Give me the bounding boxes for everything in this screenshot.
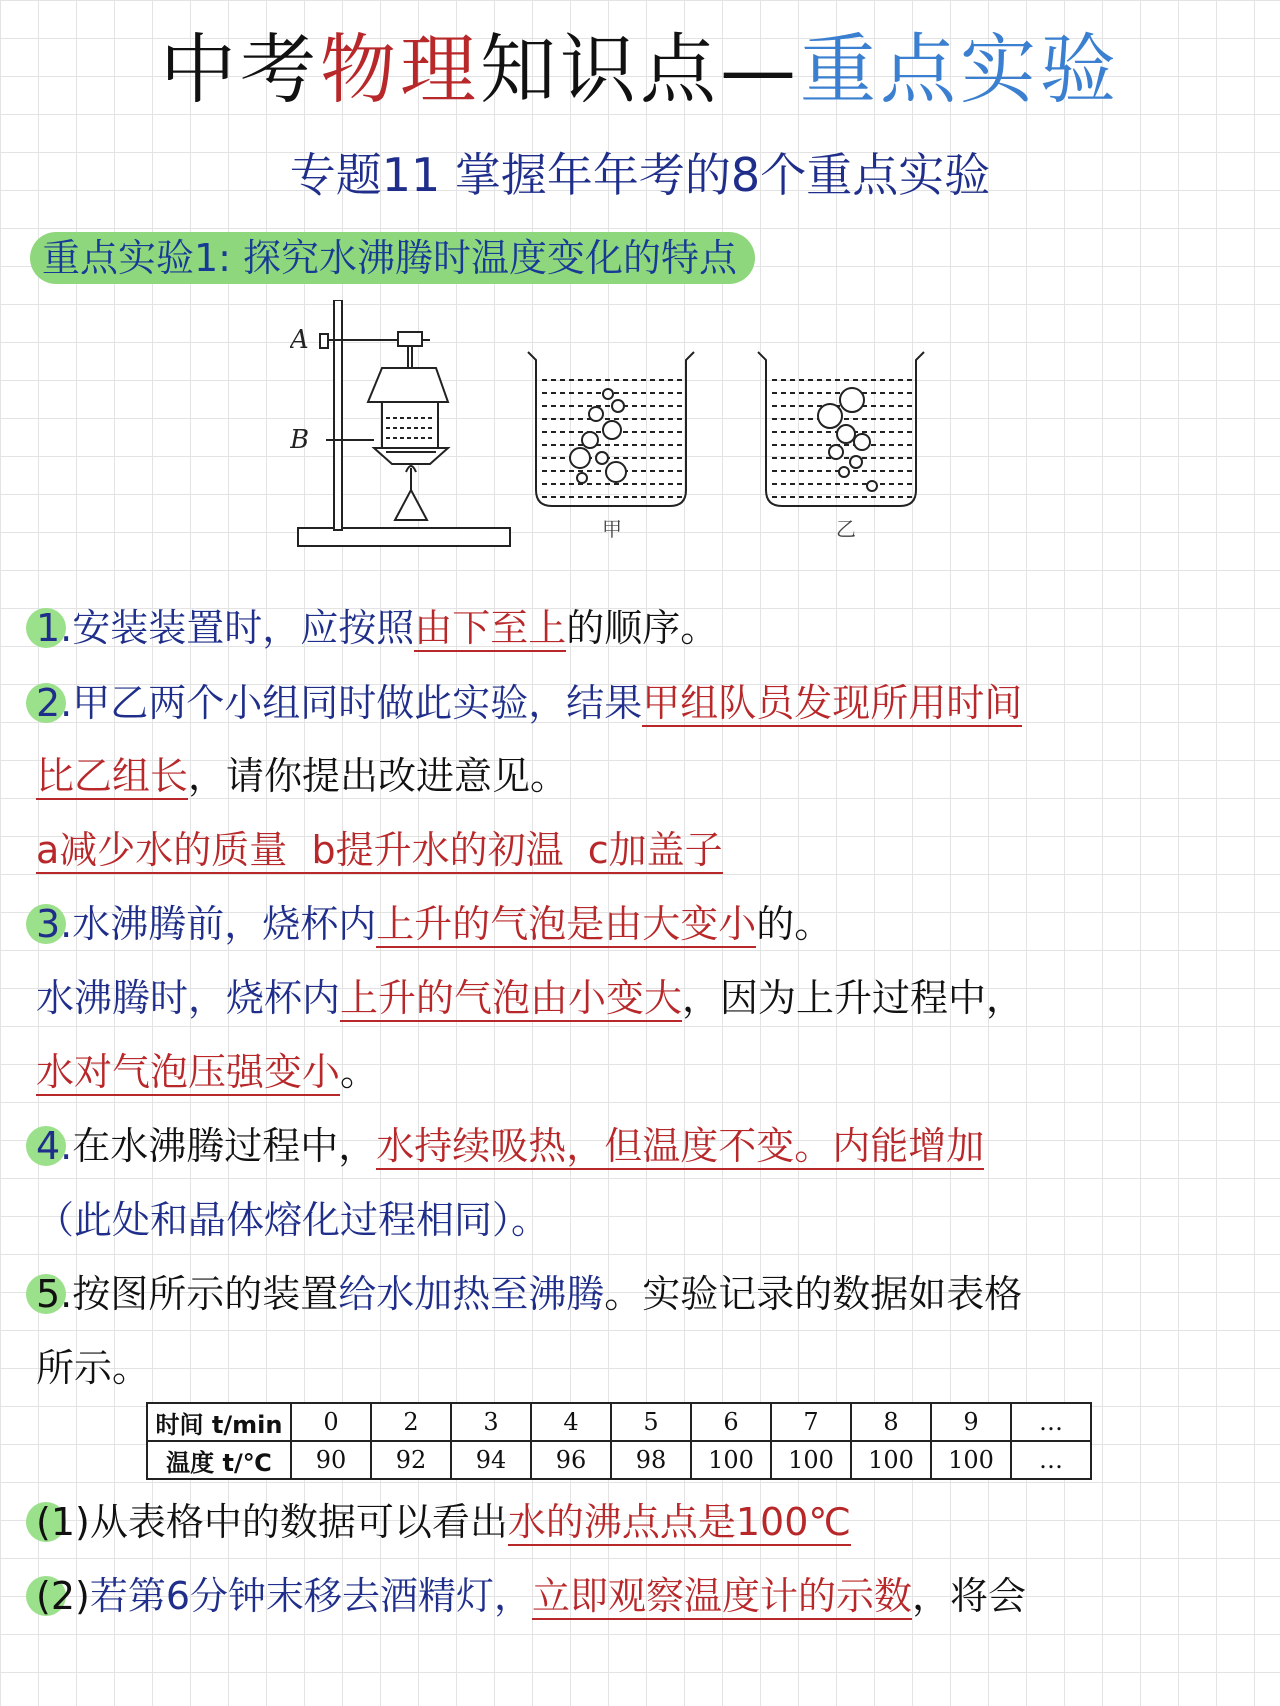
- table-cell: 100: [691, 1441, 771, 1479]
- label-a: A: [290, 325, 309, 355]
- data-table: [146, 1402, 1092, 1480]
- question-4-number: 4.: [36, 1118, 72, 1174]
- table-cell: 9: [931, 1403, 1011, 1441]
- sub-question-1: (1)从表格中的数据可以看出水的沸点点是100℃: [36, 1494, 851, 1550]
- sub-question-2-number: (2): [36, 1568, 90, 1624]
- table-cell: 3: [451, 1403, 531, 1441]
- question-4-answer: 水持续吸热，但温度不变。内能增加: [376, 1124, 985, 1168]
- table-cell: 8: [851, 1403, 931, 1441]
- beaker-yi-label: 乙: [836, 517, 856, 541]
- beaker-yi: [758, 352, 924, 506]
- table-cell: 6: [691, 1403, 771, 1441]
- sub-question-1-number: (1): [36, 1494, 90, 1550]
- question-2-answer-b: 比乙组长: [36, 754, 189, 798]
- page-subtitle: 专题11 掌握年年考的8个重点实验: [289, 148, 991, 202]
- table-row-temp: [147, 1441, 1091, 1479]
- table-cell: 4: [531, 1403, 611, 1441]
- question-3-answer: 上升的气泡是由大变小: [376, 902, 757, 946]
- question-3-line-2: 水沸腾时，烧杯内上升的气泡由小变大，因为上升过程中，: [36, 976, 1025, 1020]
- table-cell: 5: [611, 1403, 691, 1441]
- label-b: B: [290, 425, 310, 455]
- experiment-figure: [290, 300, 1010, 590]
- question-4: 4.在水沸腾过程中，水持续吸热，但温度不变。内能增加: [36, 1118, 984, 1174]
- question-5-line-2: 所示。: [36, 1346, 151, 1390]
- table-head-temp: 温度 t/℃: [147, 1441, 291, 1479]
- question-1-number: 1.: [36, 600, 72, 656]
- question-3-answer-3: 水对气泡压强变小: [36, 1050, 341, 1094]
- title-part-1: 中考: [160, 25, 320, 114]
- table-cell: 2: [371, 1403, 451, 1441]
- question-3-line-3: 水对气泡压强变小。: [36, 1050, 379, 1094]
- table-cell: 100: [931, 1441, 1011, 1479]
- title-part-2: 物理: [320, 25, 480, 114]
- table-cell: 0: [291, 1403, 371, 1441]
- question-2-answer-a: 甲组队员发现所用时间: [642, 681, 1023, 725]
- question-2-number: 2.: [36, 675, 72, 731]
- table-cell: …: [1011, 1403, 1091, 1441]
- table-cell: …: [1011, 1441, 1091, 1479]
- question-1: 1.安装装置时，应按照由下至上的顺序。: [36, 600, 718, 656]
- table-cell: 98: [611, 1441, 691, 1479]
- page-title: [0, 20, 1280, 120]
- question-3-number: 3.: [36, 896, 72, 952]
- alcohol-lamp: [395, 490, 427, 520]
- title-part-4: 重点实验: [800, 25, 1120, 114]
- section-heading: 重点实验1: 探究水沸腾时温度变化的特点: [30, 232, 755, 284]
- sub-question-1-answer: 水的沸点点是100℃: [507, 1500, 852, 1544]
- table-cell: 100: [771, 1441, 851, 1479]
- table-cell: 90: [291, 1441, 371, 1479]
- stand-pole: [334, 300, 342, 530]
- beaker: [382, 402, 438, 448]
- question-2-suggestions: a减少水的质量 b提升水的初温 c加盖子: [36, 828, 723, 872]
- stand-base: [298, 528, 510, 546]
- table-cell: 94: [451, 1441, 531, 1479]
- question-5: 5.按图所示的装置给水加热至沸腾。实验记录的数据如表格: [36, 1266, 1022, 1322]
- table-cell: 7: [771, 1403, 851, 1441]
- title-part-3: 知识点—: [480, 25, 800, 114]
- beaker-jia: [528, 352, 694, 506]
- question-3-answer-2: 上升的气泡由小变大: [340, 976, 683, 1020]
- lid: [368, 368, 448, 402]
- gauze: [374, 448, 448, 464]
- sub-question-2: (2)若第6分钟末移去酒精灯，立即观察温度计的示数，将会: [36, 1568, 1026, 1624]
- table-cell: 96: [531, 1441, 611, 1479]
- question-3: 3.水沸腾前，烧杯内上升的气泡是由大变小的。: [36, 896, 832, 952]
- question-1-answer: 由下至上: [414, 606, 567, 650]
- table-head-time: 时间 t/min: [147, 1403, 291, 1441]
- question-2: 2.甲乙两个小组同时做此实验，结果甲组队员发现所用时间: [36, 675, 1022, 731]
- table-cell: 92: [371, 1441, 451, 1479]
- question-4-note: （此处和晶体熔化过程相同）。: [36, 1198, 550, 1242]
- table-row-time: [147, 1403, 1091, 1441]
- beaker-jia-label: 甲: [602, 517, 622, 541]
- sub-question-2-answer: 立即观察温度计的示数: [532, 1574, 913, 1618]
- table-cell: 100: [851, 1441, 931, 1479]
- question-2-line-2: 比乙组长，请你提出改进意见。: [36, 754, 569, 798]
- question-5-number: 5.: [36, 1266, 72, 1322]
